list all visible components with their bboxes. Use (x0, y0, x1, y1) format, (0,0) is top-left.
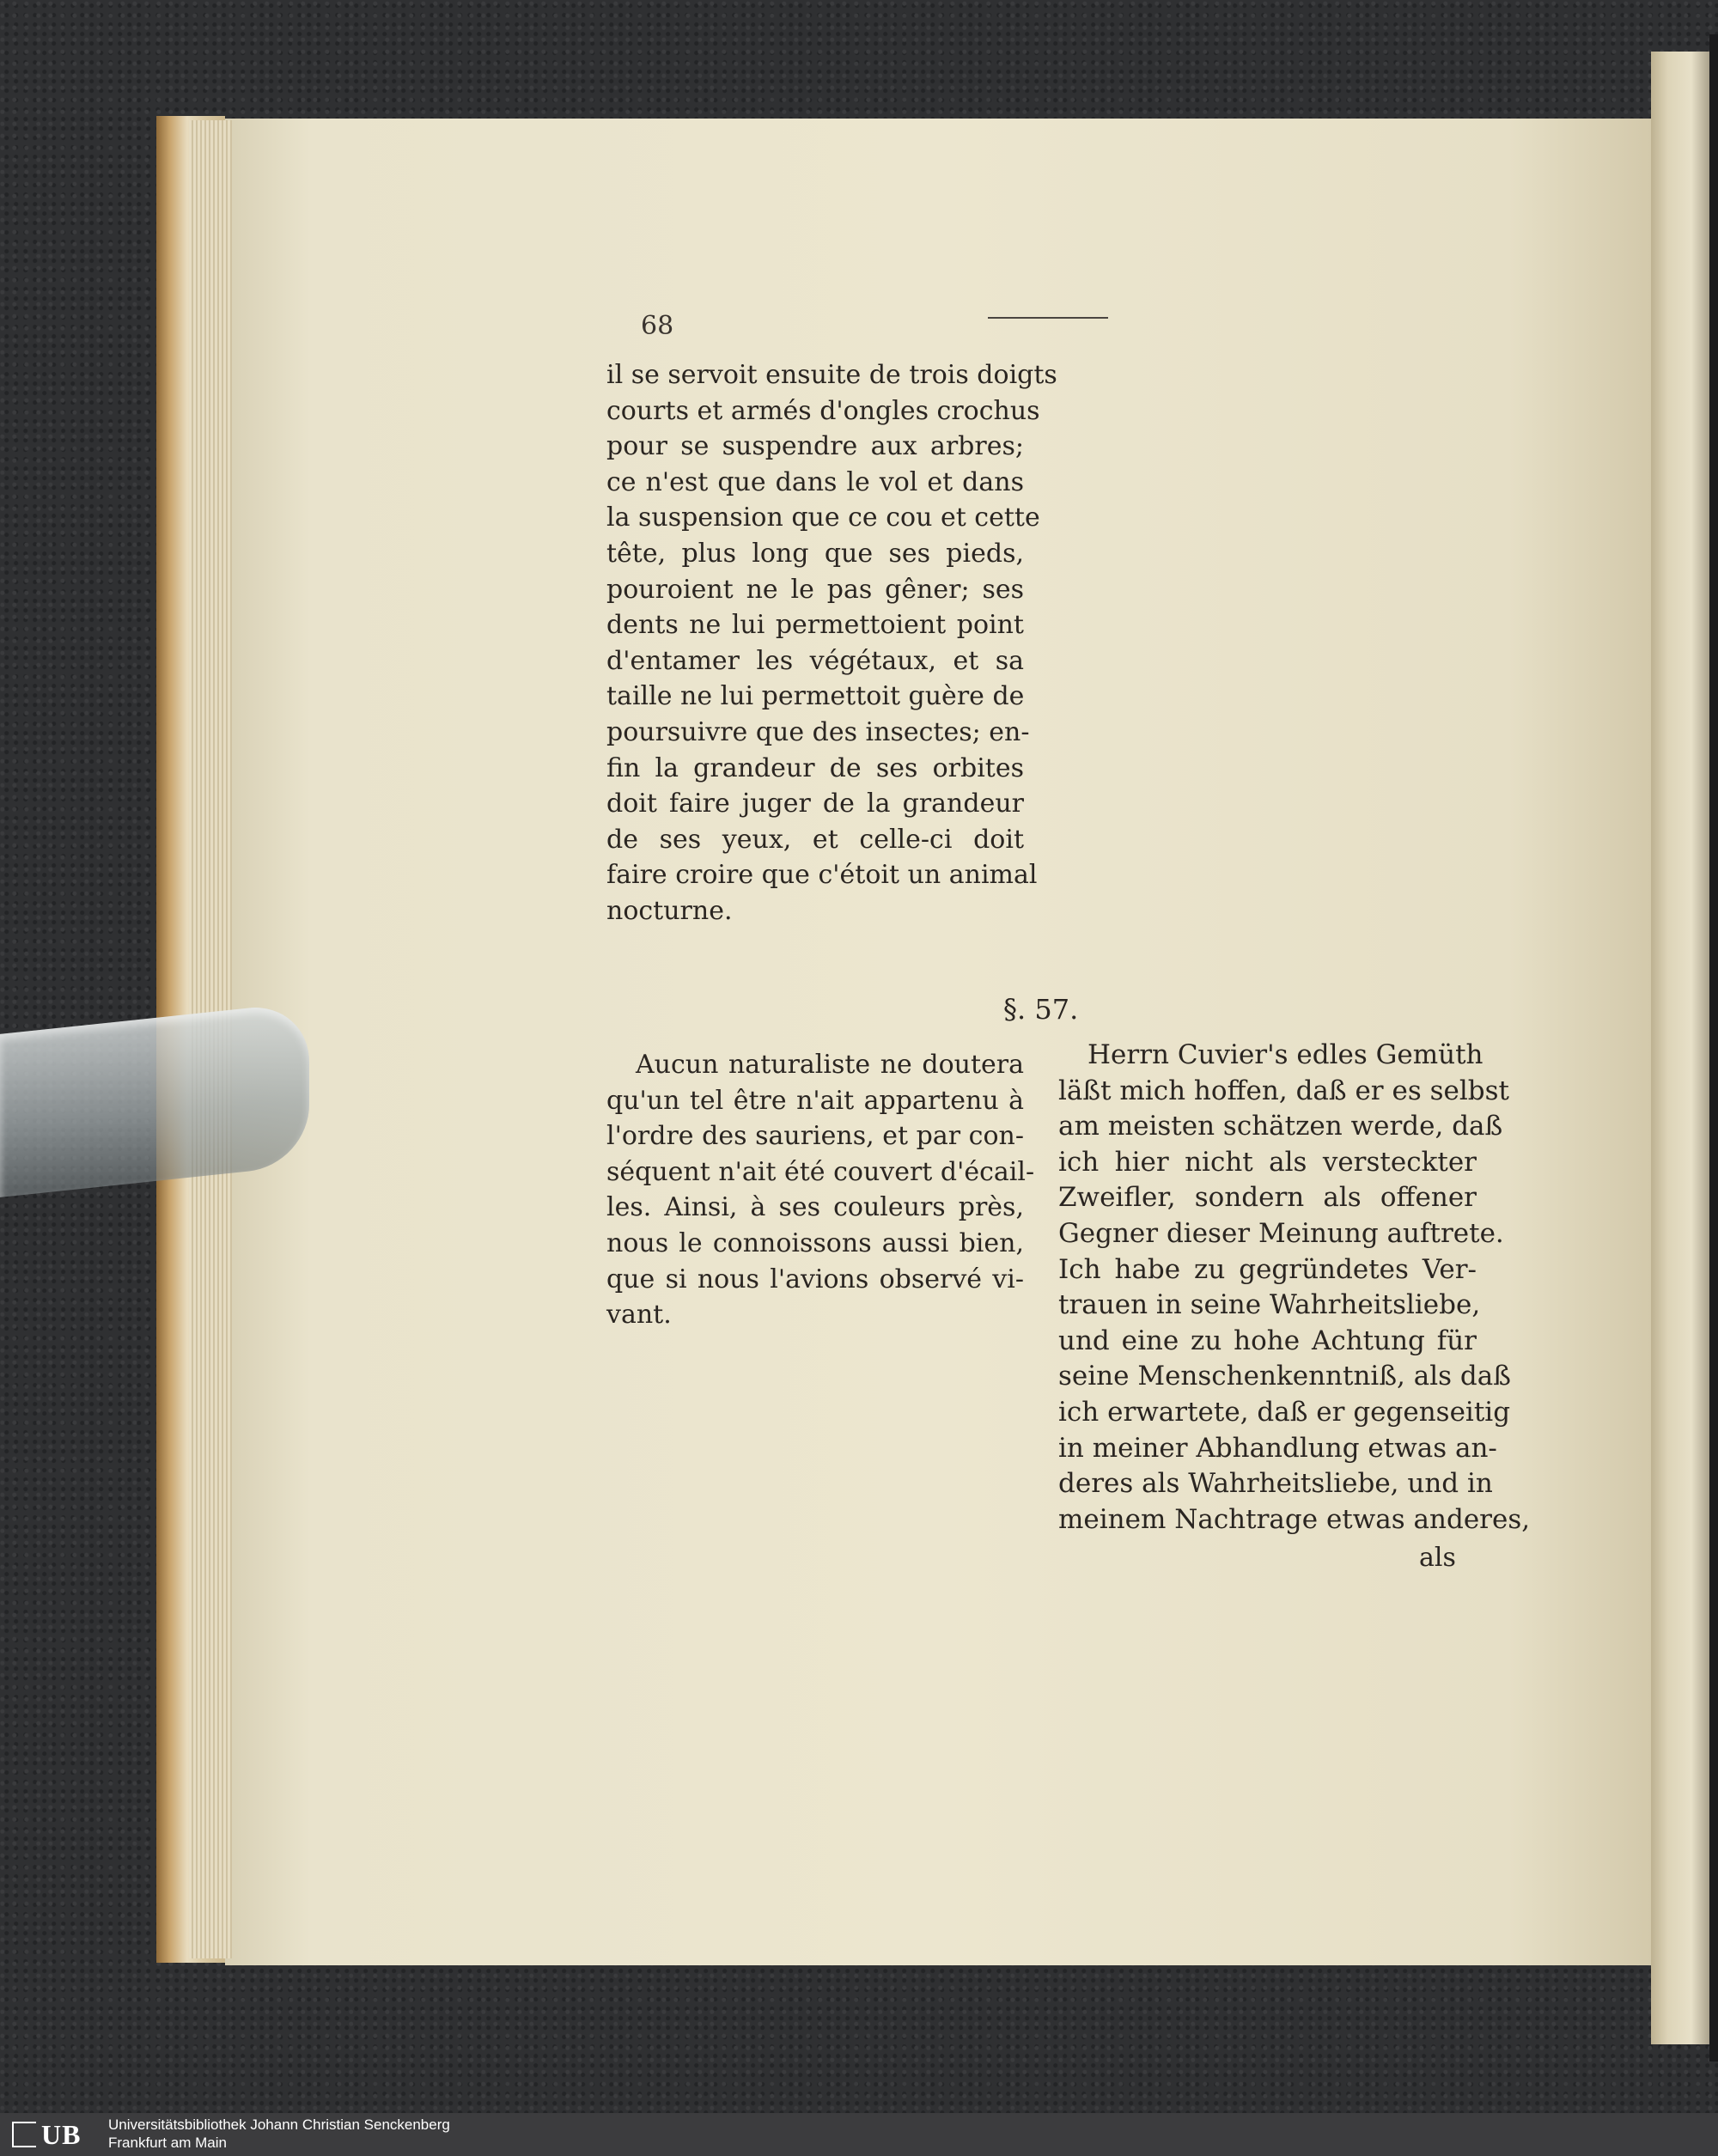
page-number: 68 (641, 311, 674, 341)
text-line: que si nous l'avions observé vi- (606, 1264, 1024, 1294)
text-line: fin la grandeur de ses orbites (606, 752, 1024, 783)
text-line: pouroient ne le pas gêner; ses (606, 574, 1024, 605)
text-line: d'entamer les végétaux, et sa (606, 645, 1024, 676)
german-paragraph (1058, 1038, 1531, 1538)
text-line: vant. (606, 1300, 672, 1331)
text-line: faire croire que c'étoit un animal (606, 860, 1038, 891)
text-line: und eine zu hohe Achtung für (1058, 1325, 1477, 1356)
text-line: taille ne lui permettoit guère de (606, 681, 1025, 712)
footer-location: Frankfurt am Main (108, 2135, 227, 2151)
text-line: Zweifler, sondern als offener (1058, 1182, 1477, 1214)
text-line: pour se suspendre aux arbres; (606, 431, 1024, 462)
text-line: seine Menschenkenntniß, als daß (1058, 1361, 1511, 1392)
text-line: séquent n'ait été couvert d'écail- (606, 1156, 1035, 1187)
text-line: läßt mich hoffen, daß er es selbst (1058, 1075, 1509, 1106)
text-line: Herrn Cuvier's edles Gemüth (1087, 1039, 1483, 1070)
text-line: Gegner dieser Meinung auftrete. (1058, 1217, 1504, 1249)
text-line: deres als Wahrheitsliebe, und in (1058, 1468, 1493, 1500)
text-line: nous le connoissons aussi bien, (606, 1227, 1024, 1258)
text-line: ich erwartete, daß er gegenseitig (1058, 1396, 1511, 1428)
text-line: doit faire juger de la grandeur (606, 789, 1024, 819)
text-line: de ses yeux, et celle-ci doit (606, 824, 1024, 855)
french-paragraph-bottom (606, 1047, 1035, 1333)
footer-institution: Universitätsbibliothek Johann Christian Senckenberg (108, 2116, 450, 2133)
text-line: Aucun naturaliste ne doutera (636, 1050, 1024, 1080)
text-line: ce n'est que dans le vol et dans (606, 466, 1024, 497)
catchword: als (1419, 1543, 1456, 1573)
text-line: meinem Nachtrage etwas anderes, (1058, 1503, 1531, 1535)
text-line: il se servoit ensuite de trois doigts (606, 360, 1057, 390)
text-line: poursuivre que des insectes; en- (606, 716, 1030, 747)
logo-letters: UB (41, 2119, 82, 2150)
logo-bracket-icon (12, 2122, 36, 2147)
text-line: ich hier nicht als versteckter (1058, 1146, 1477, 1178)
cover-board (1709, 34, 1718, 2062)
text-line: qu'un tel être n'ait appartenu à (606, 1085, 1024, 1116)
ub-logo (12, 2118, 96, 2151)
text-line: nocturne. (606, 895, 733, 926)
text-line: la suspension que ce cou et cette (606, 502, 1040, 533)
header-rule (988, 317, 1108, 319)
text-line: dents ne lui permettoient point (606, 610, 1024, 641)
text-line: courts et armés d'ongles crochus (606, 395, 1040, 426)
text-line: trauen in seine Wahrheitsliebe, (1058, 1289, 1481, 1321)
text-line: in meiner Abhandlung etwas an- (1058, 1432, 1497, 1464)
text-line: les. Ainsi, à ses couleurs près, (606, 1192, 1024, 1223)
text-line: am meisten schätzen werde, daß (1058, 1111, 1503, 1142)
glass-page-weight (0, 1002, 309, 1197)
section-heading: §. 57. (1003, 993, 1079, 1026)
text-line: Ich habe zu gegründetes Ver- (1058, 1253, 1477, 1285)
french-paragraph-top (606, 357, 1057, 929)
text-line: tête, plus long que ses pieds, (606, 538, 1024, 569)
text-line: l'ordre des sauriens, et par con- (606, 1121, 1024, 1152)
facing-page-edge (1651, 52, 1718, 2044)
library-footer (0, 2113, 1718, 2156)
